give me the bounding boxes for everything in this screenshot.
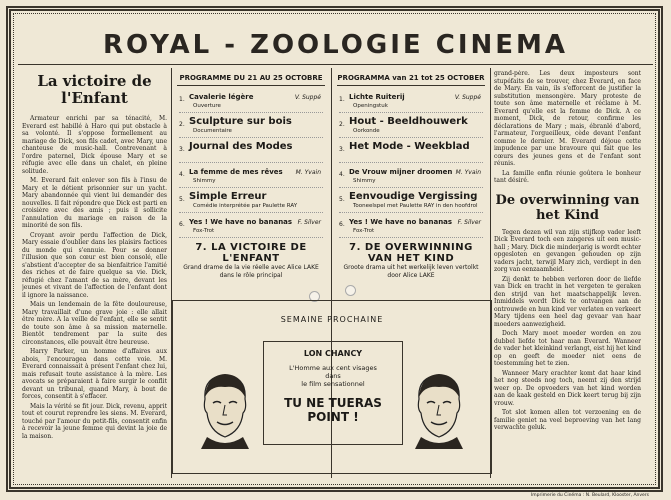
program-item: 6. Yes ! We have no bananas F. Silver Fox-Trot xyxy=(339,215,483,238)
right-paragraph: Wanneer Mary erachter komt dat haar kind het nog steeds nog toch, neemt zij den strijd weer op. De opvoeders van het kind worden aan de kaak gesteld en Dick keert terug bij zijn vrouw. xyxy=(494,369,641,407)
right-intro-2: La famille enfin réunie goûtera le bonheur tant désiré. xyxy=(494,169,641,184)
program-item: 5. Eenvoudige Vergissing Tooneelspel met Paulette RAY in den hoofdrol xyxy=(339,190,483,213)
next-week-heading: SEMAINE PROCHAINE xyxy=(280,315,384,324)
program-item: 2. Sculpture sur bois Documentaire xyxy=(179,115,323,138)
actor-name: LON CHANCY xyxy=(303,349,363,358)
program-item: 6. Yes ! We have no bananas F. Silver Fox-Trot xyxy=(179,215,323,238)
next-week-box xyxy=(172,300,492,474)
left-article xyxy=(22,70,167,480)
header-rule xyxy=(18,64,653,65)
program-item: 5. Simple Erreur Comédie interprétée par Paulette RAY xyxy=(179,190,323,213)
next-film-title: TU NE TUERAS POINT ! xyxy=(284,396,382,424)
left-paragraph: Harry Parker, un homme d'affaires aux abois, l'encouragea dans cette voie. M. Everard connaissait à présent l'enfant chez lui, mais refusait toute assistance à la mère. Les avocats se préparaient à faire surgir le conflit devant un tribunal, quand Mary, à bout de forces, consentit à s'effacer. xyxy=(22,348,167,400)
program-item: 4. De Vrouw mijner droomen M. Yvain Shimmy xyxy=(339,165,483,188)
program-item: 2. Hout - Beeldhouwerk Oorkonde xyxy=(339,115,483,138)
next-week-feature xyxy=(263,341,403,445)
left-paragraph: M. Everard fait enlever son fils à l'insu de Mary et le détient prisonnier sur un yacht. Mary abandonnée qui vient lui demander des nouvelles. Il fait répondre que Dick est parti en croisière avec des amis ; puis il sollicite l'annulation du mariage en raison de la minorité de son fils. xyxy=(22,177,167,229)
feature-film-fr xyxy=(179,242,323,280)
program-item: 4. La femme de mes rêves M. Yvain Shimmy xyxy=(179,165,323,188)
feature-subtitle-fr: Grand drame de la vie réelle avec Alice LAKE dans le rôle principal xyxy=(183,264,319,279)
left-paragraph: Mais un lendemain de la fête douloureuse, Mary travaillait d'une grave joie : elle allait être mère. A la veille de l'enfant, elle se sentit de toute son âme à sa mission maternelle. Bientôt tendrement par la suite des circonstances, elle pouvait être heureuse. xyxy=(22,301,167,346)
program-item: 3. Journal des Modes xyxy=(179,140,323,163)
cinema-title: ROYAL - ZOOLOGIE CINEMA xyxy=(102,30,569,60)
program-dutch-header: PROGRAMMA van 21 tot 25 OCTOBER xyxy=(337,70,485,86)
left-article-title: La victoire de l'Enfant xyxy=(37,72,152,107)
feature-film-nl xyxy=(339,242,483,280)
actor-tagline: L'Homme aux cent visages dans le film sensationnel xyxy=(289,364,377,388)
feature-title-nl: 7. DE OVERWINNING VAN HET KIND xyxy=(349,242,473,264)
right-paragraph: Zij denkt te hebben verloren door de liefde van Dick en tracht in het vergeten te geraken den strijd van het maatschappelijk leven. Inmiddels wordt Dick te ontvangen aan de ontrouwde en hun kind ver verlaten en verkeert Mary tijdens een heel dag gevaar van haar moeders aanwezigheid. xyxy=(494,275,641,328)
actor-portrait-right xyxy=(409,369,469,449)
right-intro: grand-père. Les deux imposteurs sont stupéfaits de se trouver, chez Everard, en face de Mary. En vain, ils s'efforcent de justifier la substitution mensongère. Mary proteste de toute son âme maternelle et réclame à M. Everard qu'elle est la femme de Dick. A ce moment, Dick, de retour, confirme les déclarations de Mary ; mais, ébranlé d'abord, l'armateur, l'orgueilleux, cède devant l'enfant comme le dernier. M. Everard déjoue cette impudence par une bravoure qui fait que les cœurs des jeunes gens et de l'enfant sont réunis. xyxy=(494,70,641,167)
program-french-header: PROGRAMME DU 21 AU 25 OCTOBRE xyxy=(177,70,325,86)
right-paragraph: Doch Mary moet moeder worden en zou dubbel liefde tot haar man Everard. Wanneer de vader het kleinkind verlangt, eist hij het kind op en geeft de moeder niet eens de toestemming het te zien. xyxy=(494,330,641,367)
program-dutch xyxy=(337,70,485,280)
right-paragraph: Tot slot komen allen tot verzoening en de familie geniet na veel beproeving van het lang verwachte geluk. xyxy=(494,409,641,431)
feature-title-fr: 7. LA VICTOIRE DE L'ENFANT xyxy=(195,242,307,264)
punch-hole xyxy=(345,285,356,296)
left-paragraph: Mais la vérité se fit jour. Dick, revenu, apprit tout et courut reprendre les siens. M. Everard, touché par l'amour du petit-fils, consentit enfin à recevoir la jeune femme qui devint la joie de la maison. xyxy=(22,402,167,440)
program-item: 3. Het Mode - Weekblad xyxy=(339,140,483,163)
feature-subtitle-nl: Groote drama uit het werkelijk leven vertolkt door Alice LAKE xyxy=(343,264,479,279)
actor-portrait-left xyxy=(195,369,255,449)
right-paragraph: Tegen dezen wil van zijn stijfkop vader leeft Dick Everard toch een zangeres uit een music-hall ; Mary. Dick die minderjarig is wordt echter opgesloten en gevangen gehouden op zijn vaders jacht, terwijl Mary zich, verdiept in den zorg van eenzaamheid. xyxy=(494,228,641,273)
program-item: 1. Lichte Ruiterij V. Suppé Openingstuk xyxy=(339,90,483,113)
program-item: 1. Cavalerie légère V. Suppé Ouverture xyxy=(179,90,323,113)
left-paragraph: Croyant avoir perdu l'affection de Dick, Mary essaie d'oublier dans les plaisirs factices du monde qui s'ennuie. Pour se donner l'illusion que son cœur est bien consolé, elle s'abstient d'accepter de sa bienfaitrice l'amitié des riches et de faire quelque sa vie. Dick, réfugié chez l'amant de sa mère, devant les jeunes et vivant de l'affection de l'enfant dont il ignore la naissance. xyxy=(22,231,167,299)
program-french xyxy=(177,70,325,280)
printer-credit: Imprimerie du Cinéma : N. Beulard, Klooster, Anvers xyxy=(530,493,649,498)
right-article xyxy=(494,70,641,480)
left-paragraph: Armateur enrichi par sa ténacité, M. Everard est habillé à Haro qui put obstacle à sa volonté. Il s'oppose formellement au mariage de Dick, son fils cadet, avec Mary, une chanteuse de music-hall. Contrevenant à l'ordre paternel, Dick épouse Mary et se réfugie avec elle dans un chalet, en pleine solitude. xyxy=(22,115,167,175)
right-article-title: De overwinning van het Kind xyxy=(495,192,640,223)
